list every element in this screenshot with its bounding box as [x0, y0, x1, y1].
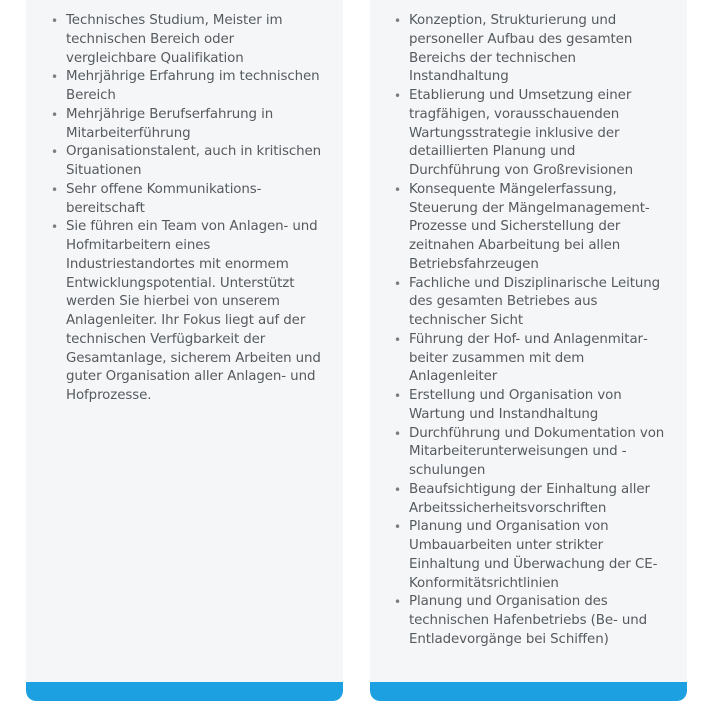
list-item	[394, 387, 667, 425]
bullet-icon: •	[51, 220, 58, 235]
list-item-text: Konzeption, Strukturierung und personeller Aufbau des gesamten Bereichs der technischen Instandhaltung	[409, 13, 633, 85]
list-item-text: Technisches Studium, Meister im technischen Bereich oder vergleichbare Qualifikation	[66, 13, 283, 66]
list-item-text: Konsequente Mängelerfassung, Steuerung der Mängelmanagement-Prozesse und Sicherstellung der zeitnahen Abarbeitung bei allen Betriebsfahrzeugen	[409, 181, 650, 272]
list-item-text: Führung der Hof- und Anlagenmitarbeiter zusammen mit dem Anlagenleiter	[409, 331, 648, 385]
requirements-list	[51, 12, 324, 406]
card-accent-bar	[26, 682, 343, 701]
list-item-text: Planung und Organisation von Umbauarbeiten unter strikter Einhaltung und Überwachung der CE-Konformitätsrichtlinien	[409, 519, 658, 591]
list-item	[394, 181, 667, 275]
responsibilities-list	[394, 12, 667, 650]
list-item-text: Erstellung und Organisation von Wartung und Instandhaltung	[409, 388, 622, 422]
bullet-icon: •	[394, 520, 401, 535]
bullet-icon: •	[51, 107, 58, 122]
list-item-text: Sehr offene Kommunikationsbereitschaft	[66, 181, 262, 216]
list-item	[394, 12, 667, 87]
bullet-icon: •	[51, 182, 58, 197]
list-item-text: Sie führen ein Team von Anlagen- und Hofmitarbeitern eines Industriestandortes mit enormem Entwicklungspotential. Unterstützt werden Sie hierbei von unserem Anlagenleiter. Ihr Fokus liegt auf der technischen Verfügbarkeit der Gesamtanlage, sicherem Arbeiten und guter Organisation aller Anlagen- und Hofprozesse.	[66, 219, 321, 403]
bullet-icon: •	[51, 14, 58, 28]
bullet-icon: •	[394, 482, 401, 497]
bullet-icon: •	[394, 276, 401, 291]
list-item-text: Durchführung und Dokumentation von Mitarbeiterunterweisungen und -schulungen	[409, 425, 665, 478]
list-item-text: Planung und Organisation des technischen Hafenbetriebs (Be- und Entladevorgänge bei Schiffen)	[409, 594, 648, 647]
list-item	[394, 275, 667, 331]
responsibilities-card	[370, 0, 687, 701]
list-item	[51, 181, 324, 219]
bullet-icon: •	[51, 70, 58, 85]
card-accent-bar	[370, 682, 687, 701]
list-item	[394, 331, 667, 387]
list-item	[394, 87, 667, 181]
list-item-text: Mehrjährige Erfahrung im technischen Bereich	[66, 69, 320, 103]
list-item-text: Mehrjährige Berufserfahrung in Mitarbeiterführung	[66, 106, 274, 141]
list-item	[51, 68, 324, 106]
list-item	[51, 218, 324, 406]
list-item	[394, 518, 667, 593]
bullet-icon: •	[394, 595, 401, 610]
bullet-icon: •	[394, 89, 401, 103]
list-item-text: Organisationstalent, auch in kritischen Situationen	[66, 144, 322, 178]
list-item	[51, 12, 324, 68]
list-item	[394, 593, 667, 649]
list-item-text: Beaufsichtigung der Einhaltung aller Arbeitssicherheitsvorschriften	[409, 481, 650, 516]
list-item	[51, 106, 324, 144]
list-item	[394, 425, 667, 481]
list-item-text: Fachliche und Disziplinarische Leitung des gesamten Betriebes aus technischer Sicht	[409, 275, 661, 328]
bullet-icon: •	[51, 145, 58, 160]
list-item	[394, 481, 667, 519]
bullet-icon: •	[394, 14, 401, 28]
bullet-icon: •	[394, 332, 401, 347]
list-item	[51, 143, 324, 181]
requirements-card	[26, 0, 343, 701]
bullet-icon: •	[394, 389, 401, 403]
list-item-text: Etablierung und Umsetzung einer tragfähigen, vorausschauenden Wartungsstrategie inklusive der detaillierten Planung und Durchführung von Großrevisionen	[409, 88, 633, 178]
bullet-icon: •	[394, 426, 401, 441]
bullet-icon: •	[394, 182, 401, 197]
